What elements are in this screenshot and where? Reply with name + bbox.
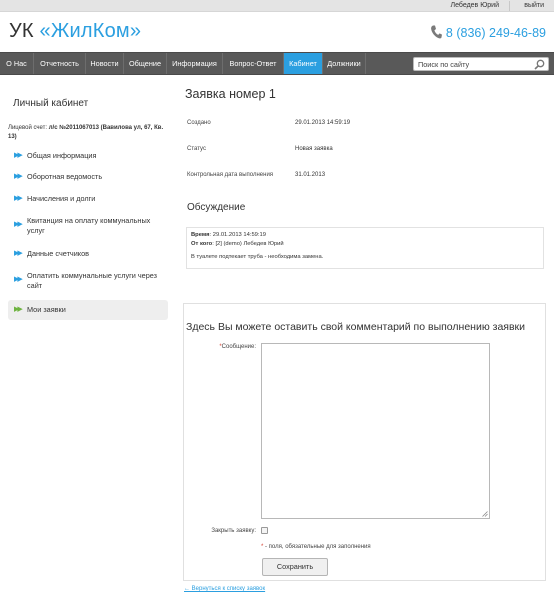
sidebar-item-label: Общая информация bbox=[27, 151, 97, 160]
main-navigation bbox=[0, 52, 554, 75]
search-input[interactable] bbox=[414, 58, 529, 70]
top-utility-bar bbox=[0, 0, 554, 12]
status-label: Статус bbox=[187, 146, 206, 152]
sidebar-item-pay-online[interactable] bbox=[8, 271, 168, 291]
double-arrow-icon: ▶▶ bbox=[14, 152, 21, 159]
logout-link[interactable]: выйти bbox=[524, 2, 544, 9]
required-mark: * bbox=[261, 544, 264, 550]
sidebar-item-receipt[interactable] bbox=[8, 216, 168, 236]
double-arrow-icon: ▶▶ bbox=[14, 173, 21, 180]
comment-author-label: От кого bbox=[191, 241, 213, 247]
form-title: Здесь Вы можете оставить свой комментарий по выполнению заявки bbox=[186, 321, 526, 333]
created-value: 29.01.2013 14:59:19 bbox=[295, 120, 351, 126]
close-request-checkbox[interactable] bbox=[261, 527, 268, 534]
required-note-text: - поля, обязательные для заполнения bbox=[263, 544, 371, 550]
nav-item-information[interactable]: Информация bbox=[167, 53, 223, 74]
sidebar-item-my-requests[interactable] bbox=[8, 300, 168, 320]
header-phone bbox=[430, 25, 546, 40]
double-arrow-icon: ▶▶ bbox=[14, 276, 21, 283]
account-label: Лицевой счет: bbox=[8, 125, 49, 131]
sidebar-item-label: Мои заявки bbox=[27, 305, 66, 314]
nav-item-cabinet[interactable]: Кабинет bbox=[284, 53, 323, 74]
comment-time bbox=[191, 232, 266, 238]
nav-item-communication[interactable]: Общение bbox=[124, 53, 167, 74]
discussion-title: Обсуждение bbox=[187, 202, 246, 213]
double-arrow-icon: ▶▶ bbox=[14, 195, 21, 202]
page-title: Заявка номер 1 bbox=[185, 87, 276, 101]
comment-time-value: : 29.01.2013 14:59:19 bbox=[209, 232, 266, 238]
back-to-requests-link[interactable]: ← Вернуться к списку заявок bbox=[184, 586, 266, 592]
brand-prefix: УК bbox=[9, 20, 40, 42]
site-search bbox=[413, 57, 549, 71]
comment-author bbox=[191, 241, 284, 247]
close-request-label: Закрыть заявку: bbox=[211, 528, 256, 534]
sidebar-item-charges[interactable] bbox=[8, 194, 168, 204]
sidebar-item-label: Начисления и долги bbox=[27, 194, 96, 203]
created-label: Создано bbox=[187, 120, 211, 126]
double-arrow-icon: ▶▶ bbox=[14, 250, 21, 257]
comment-time-label: Время bbox=[191, 232, 210, 238]
deadline-value: 31.01.2013 bbox=[295, 172, 326, 178]
comment-item bbox=[186, 227, 544, 269]
sidebar-item-label: Данные счетчиков bbox=[27, 249, 90, 258]
resize-grip-icon[interactable] bbox=[482, 511, 488, 517]
site-logo[interactable] bbox=[9, 20, 141, 43]
phone-icon bbox=[430, 25, 442, 39]
double-arrow-icon: ▶▶ bbox=[14, 221, 21, 228]
sidebar-item-general[interactable] bbox=[8, 151, 168, 161]
status-value: Новая заявка bbox=[295, 146, 333, 152]
message-textarea[interactable] bbox=[261, 343, 490, 519]
deadline-label: Контрольная дата выполнения bbox=[187, 172, 274, 178]
nav-item-news[interactable]: Новости bbox=[86, 53, 124, 74]
save-button[interactable]: Сохранить bbox=[262, 558, 328, 576]
sidebar-item-label: Оплатить коммунальные услуги через сайт bbox=[27, 271, 158, 290]
nav-item-debtors[interactable]: Должники bbox=[323, 53, 366, 74]
brand-name: «ЖилКом» bbox=[39, 20, 142, 42]
double-arrow-icon: ▶▶ bbox=[14, 306, 21, 313]
nav-item-about[interactable]: О Нас bbox=[0, 53, 34, 74]
required-mark: * bbox=[219, 344, 222, 350]
sidebar-item-label: Квитанция на оплату коммунальных услуг bbox=[27, 216, 151, 235]
account-info bbox=[8, 124, 173, 141]
message-label bbox=[200, 344, 256, 350]
topbar-divider bbox=[509, 1, 510, 11]
magnifier-icon[interactable] bbox=[534, 59, 545, 70]
phone-number: 8 (836) 249-46-89 bbox=[445, 26, 546, 40]
sidebar-title: Личный кабинет bbox=[13, 98, 89, 109]
required-fields-note bbox=[261, 544, 371, 550]
user-name-link[interactable]: Лебедев Юрий bbox=[450, 2, 499, 9]
comment-author-value: : [2] (demo) Лебедев Юрий bbox=[212, 241, 284, 247]
sidebar-item-statement[interactable] bbox=[8, 172, 168, 182]
nav-item-reports[interactable]: Отчетность bbox=[34, 53, 86, 74]
sidebar-item-label: Оборотная ведомость bbox=[27, 172, 103, 181]
message-label-text: Сообщение: bbox=[221, 344, 256, 350]
nav-item-questions[interactable]: Вопрос-Ответ bbox=[223, 53, 284, 74]
comment-text: В туалете подтекает труба - необходима замена. bbox=[191, 254, 324, 260]
sidebar-item-meters[interactable] bbox=[8, 249, 168, 259]
account-value: л/с №2011067013 (Вавилова ул, 67, Кв. 13) bbox=[8, 125, 164, 140]
